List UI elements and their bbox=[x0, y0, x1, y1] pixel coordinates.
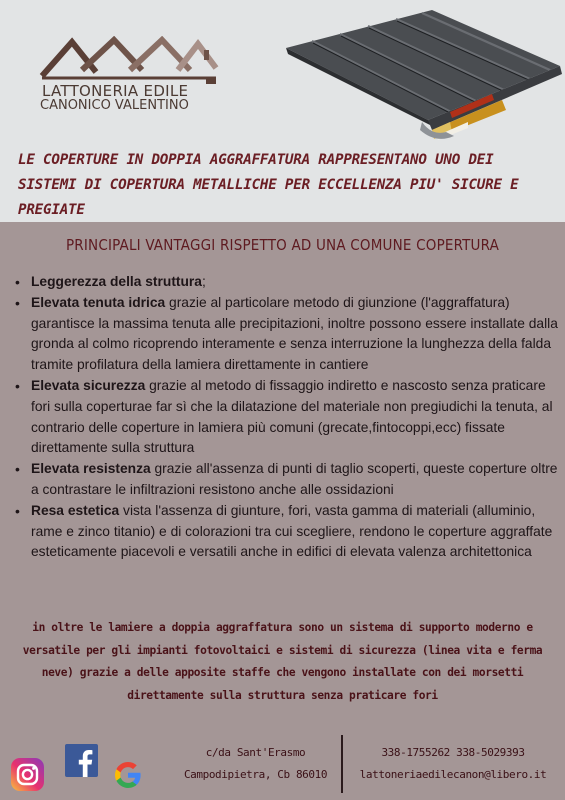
advantage-text: grazie al particolare metodo di giunzione (l'aggraffatura) garantisce la massima tenuta alle precipitazioni, inoltre possono essere installate dalla gronda al colmo ricoprendo interamente e senza interruzione la lunghezza della falda tramite profilatura della lamiera direttamente in cantiere bbox=[31, 294, 558, 373]
advantage-title: Leggerezza della struttura bbox=[31, 274, 202, 289]
advantage-text: ; bbox=[201, 274, 206, 289]
support-systems-text: in oltre le lamiere a doppia aggraffatura sono un sistema di supporto moderno e versatile per gli impianti fotovoltaici e sistemi di sicurezza (linea vita e ferma neve) grazie a delle apposite staffe che vengono installate con dei morsetti direttamente sulla struttura senza praticare fori bbox=[22, 621, 543, 702]
advantage-title: Resa estetica bbox=[31, 502, 120, 518]
list-item bbox=[12, 376, 560, 459]
advantages-list bbox=[12, 272, 560, 563]
email-address[interactable]: lattoneriaedilecanon@libero.it bbox=[359, 768, 547, 781]
advantage-text: vista l'assenza di giunture, fori, vasta gamma di materiali (alluminio, rame e zinco titanio) e di colorazioni tra cui scegliere, rendono le coperture aggraffate esteticamente piacevoli e versatili anche in edifici di elevata valenza architettonica bbox=[31, 502, 553, 560]
instagram-icon[interactable] bbox=[10, 757, 45, 792]
address-city: Campodipietra, Cb 86010 bbox=[183, 768, 328, 781]
logo-owner-name: CANONICO VALENTINO bbox=[40, 98, 189, 113]
list-item bbox=[12, 272, 560, 293]
logo-company-name: LATTONERIA EDILE bbox=[42, 82, 189, 100]
list-item bbox=[12, 501, 560, 563]
standing-seam-roof-illustration bbox=[282, 8, 564, 140]
phone-numbers[interactable]: 338-1755262 338-5029393 bbox=[381, 746, 525, 759]
header-section bbox=[0, 0, 565, 222]
address-street: c/da Sant'Erasmo bbox=[205, 746, 306, 759]
advantage-title: Elevata tenuta idrica bbox=[31, 294, 166, 310]
facebook-icon[interactable] bbox=[65, 744, 98, 777]
list-item bbox=[12, 459, 560, 501]
page-headline: LE COPERTURE IN DOPPIA AGGRAFFATURA RAPPRESENTANO UNO DEI SISTEMI DI COPERTURA METALLICHE PER ECCELLENZA PIU' SICURE E PREGIATE bbox=[18, 152, 519, 218]
advantages-title: PRINCIPALI VANTAGGI RISPETTO AD UNA COMUNE COPERTURA bbox=[65, 236, 500, 254]
roof-logo-icon bbox=[38, 36, 228, 84]
advantage-title: Elevata sicurezza bbox=[31, 377, 146, 393]
address-block bbox=[168, 742, 343, 786]
advantage-text: grazie all'assenza di punti di taglio scoperti, queste coperture oltre a contrastare le infiltrazioni resistono anche alle ossidazioni bbox=[31, 461, 558, 497]
footer-divider bbox=[341, 735, 343, 793]
advantage-text: grazie al metodo di fissaggio indiretto e nascosto senza praticare fori sulla coperturae far sì che la dilatazione del materiale non pregiudichi la tenuta, al contrario delle coperture in lamiera più comuni (grecate,fintocoppi,ecc) fissate direttamente sulla struttura bbox=[31, 377, 553, 456]
list-item bbox=[12, 293, 560, 376]
advantage-title: Elevata resistenza bbox=[31, 461, 151, 477]
google-icon[interactable] bbox=[113, 760, 143, 790]
contact-block bbox=[348, 742, 558, 786]
company-logo bbox=[38, 36, 228, 116]
